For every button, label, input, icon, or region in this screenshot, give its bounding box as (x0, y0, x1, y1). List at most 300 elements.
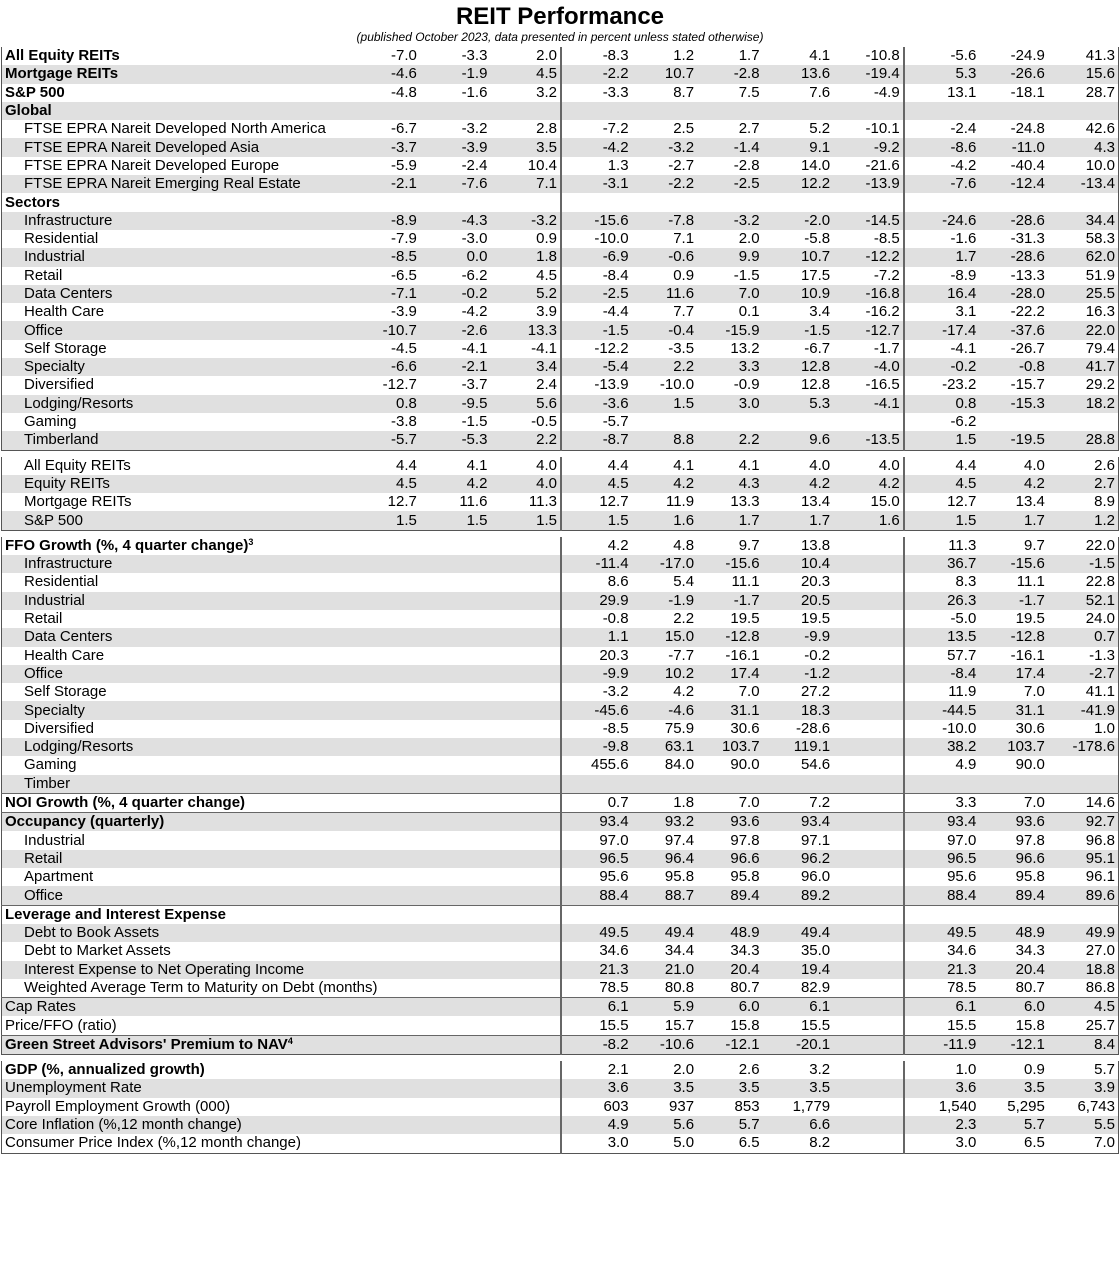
value-cell: 7.1 (673, 230, 695, 248)
empty-cell (349, 628, 420, 646)
value-cell: 27.0 (1085, 942, 1115, 960)
empty-cell (833, 610, 904, 628)
empty-cell (349, 868, 420, 886)
value-cell: -6.2 (461, 266, 488, 284)
value-cell: 11.3 (528, 493, 557, 511)
value-cell: -2.7 (668, 156, 695, 174)
value-cell: -1.2 (763, 665, 834, 683)
row-label-text: Payroll Employment Growth (000) (5, 1097, 231, 1115)
row-label-text: Leverage and Interest Expense (5, 905, 226, 923)
empty-cell (349, 756, 420, 774)
value-cell: 17.4 (697, 665, 763, 683)
row-label-text: Weighted Average Term to Maturity on Debt (months) (24, 978, 378, 996)
value-cell: 7.7 (673, 303, 695, 321)
value-cell: 93.2 (632, 813, 698, 832)
row-label (2, 230, 350, 248)
value-cell: 13.2 (730, 339, 760, 357)
value-cell: 4.5 (1048, 998, 1119, 1017)
value-cell: 25.5 (1048, 285, 1119, 303)
empty-cell (490, 628, 561, 646)
table-row (2, 457, 1119, 475)
empty-cell (833, 537, 904, 555)
value-cell: -23.2 (904, 376, 980, 394)
value-cell: 7.6 (809, 83, 831, 101)
row-label-text: Gaming (24, 413, 77, 431)
value-cell: 19.5 (1015, 610, 1045, 628)
value-cell: 82.9 (800, 978, 831, 996)
value-cell: 0.9 (673, 266, 695, 284)
table-row (2, 475, 1119, 493)
value-cell: -8.5 (349, 248, 420, 266)
value-cell: 12.8 (800, 376, 831, 394)
value-cell: 103.7 (697, 738, 763, 756)
row-label (2, 942, 350, 960)
value-cell: 88.7 (632, 886, 698, 905)
value-cell: -41.9 (1048, 701, 1119, 719)
value-cell: -15.6 (697, 555, 763, 573)
value-cell: -19.4 (833, 65, 904, 83)
row-label-text: All Equity REITs (24, 456, 131, 474)
value-cell: 13.6 (763, 65, 834, 83)
value-cell: 0.1 (738, 303, 760, 321)
value-cell: 1.5 (490, 511, 561, 530)
empty-cell (420, 998, 491, 1017)
value-cell: 1.7 (697, 511, 763, 530)
value-cell (490, 102, 561, 120)
empty-cell (833, 592, 904, 610)
empty-cell (420, 1061, 491, 1079)
row-label (2, 120, 350, 138)
value-cell: 10.0 (1085, 156, 1115, 174)
value-cell: 18.3 (763, 701, 834, 719)
empty-cell (420, 683, 491, 701)
value-cell: 1.5 (349, 511, 420, 530)
empty-cell (490, 647, 561, 665)
value-cell: 4.0 (1023, 456, 1045, 474)
value-cell: 103.7 (979, 738, 1048, 756)
value-cell: 5.5 (1048, 1116, 1119, 1134)
value-cell: 88.4 (904, 886, 980, 905)
value-cell: 54.6 (800, 756, 831, 774)
value-cell: -26.7 (1010, 339, 1045, 357)
value-cell: 15.8 (730, 1016, 760, 1034)
value-cell (763, 193, 834, 211)
value-cell: -16.2 (865, 303, 900, 321)
empty-cell (833, 1061, 904, 1079)
table-row (2, 775, 1119, 794)
value-cell: -12.1 (979, 1035, 1048, 1054)
value-cell: 13.3 (730, 493, 760, 511)
table-row (2, 413, 1119, 431)
value-cell: 10.7 (632, 65, 698, 83)
row-label-text: Office (24, 321, 63, 339)
row-label-text: Lodging/Resorts (24, 394, 134, 412)
empty-cell (833, 738, 904, 756)
value-cell: -9.9 (561, 665, 632, 683)
value-cell: 2.2 (490, 431, 561, 450)
table-row (2, 961, 1119, 979)
value-cell: 89.2 (763, 886, 834, 905)
page-subtitle: (published October 2023, data presented in percent unless stated otherwise) (356, 30, 764, 44)
value-cell: 97.1 (800, 831, 831, 849)
value-cell: 28.7 (1085, 83, 1115, 101)
value-cell: -3.2 (697, 212, 763, 230)
value-cell: 34.3 (1015, 942, 1045, 960)
table-row (2, 647, 1119, 665)
value-cell: 16.3 (1085, 303, 1115, 321)
value-cell: 1.6 (833, 511, 904, 530)
row-label (2, 1016, 350, 1035)
value-cell: -10.1 (865, 120, 900, 138)
value-cell: 36.7 (904, 555, 980, 573)
row-label (2, 647, 350, 665)
value-cell: -28.6 (795, 719, 831, 737)
value-cell: 95.6 (561, 868, 632, 886)
table-row (2, 868, 1119, 886)
value-cell: 1,779 (792, 1097, 831, 1115)
value-cell: -3.2 (632, 138, 698, 156)
value-cell (420, 102, 491, 120)
empty-cell (490, 1035, 561, 1054)
value-cell: 34.6 (561, 942, 632, 960)
value-cell: 57.7 (904, 647, 980, 665)
empty-cell (420, 831, 491, 849)
value-cell: 80.8 (664, 978, 695, 996)
value-cell: 4.1 (466, 456, 488, 474)
empty-cell (833, 1016, 904, 1035)
operational-performance-table (1, 537, 1119, 1055)
empty-cell (490, 886, 561, 905)
value-cell (561, 193, 632, 211)
row-label-text: Unemployment Rate (5, 1079, 142, 1097)
value-cell: 13.1 (904, 84, 980, 102)
value-cell: -3.9 (391, 303, 417, 321)
value-cell: 10.2 (632, 665, 698, 683)
table-row (2, 303, 1119, 321)
empty-cell (420, 793, 491, 812)
row-label (2, 511, 350, 530)
value-cell: 3.3 (697, 358, 763, 376)
row-label (2, 1035, 350, 1054)
empty-cell (420, 886, 491, 905)
value-cell: -4.1 (531, 339, 557, 357)
value-cell: -7.8 (632, 212, 698, 230)
value-cell: 0.7 (1048, 628, 1119, 646)
value-cell: 58.3 (1085, 230, 1115, 248)
value-cell: 9.6 (763, 431, 834, 450)
empty-cell (349, 924, 420, 942)
value-cell: 2.2 (673, 610, 695, 628)
value-cell: 455.6 (561, 756, 632, 774)
table-row (2, 340, 1119, 358)
row-label-text: FTSE EPRA Nareit Developed Asia (24, 138, 260, 156)
row-label (2, 431, 350, 450)
value-cell: 93.4 (561, 813, 632, 832)
value-cell: 5.7 (1094, 1061, 1115, 1079)
empty-cell (833, 1134, 904, 1153)
table-row (2, 431, 1119, 450)
row-label (2, 775, 350, 794)
value-cell: 89.4 (697, 886, 763, 905)
value-cell: 12.7 (561, 493, 632, 511)
table-row (2, 65, 1119, 83)
value-cell: 89.4 (979, 886, 1048, 905)
value-cell: -22.2 (1010, 303, 1045, 321)
value-cell: -5.3 (420, 431, 491, 450)
empty-cell (349, 961, 420, 979)
empty-cell (420, 720, 491, 738)
value-cell: 8.4 (1048, 1035, 1119, 1054)
empty-cell (420, 979, 491, 998)
value-cell: 6.1 (561, 998, 632, 1017)
row-label-text: Industrial (24, 591, 85, 609)
value-cell: 15.7 (664, 1016, 695, 1034)
row-label-text: Diversified (24, 719, 95, 737)
value-cell: 3.2 (809, 1061, 831, 1079)
empty-cell (833, 1098, 904, 1116)
value-cell: -16.8 (833, 285, 904, 303)
empty-cell (420, 850, 491, 868)
value-cell: 95.1 (1048, 850, 1119, 868)
value-cell (1048, 102, 1119, 120)
value-cell: -7.2 (873, 266, 900, 284)
value-cell: -3.7 (349, 138, 420, 156)
value-cell: 89.6 (1048, 886, 1119, 905)
value-cell: 4.5 (561, 475, 632, 493)
value-cell: 3.5 (490, 138, 561, 156)
value-cell: 4.2 (979, 475, 1048, 493)
value-cell: 11.6 (459, 493, 488, 511)
value-cell: 11.9 (904, 683, 980, 701)
value-cell: -9.2 (833, 138, 904, 156)
row-label-text: Self Storage (24, 339, 107, 357)
value-cell: -8.5 (561, 720, 632, 738)
value-cell (632, 775, 698, 794)
value-cell: 15.5 (904, 1016, 980, 1035)
value-cell: 3.6 (904, 1079, 980, 1097)
value-cell: -2.7 (1048, 665, 1119, 683)
value-cell: 2.2 (632, 358, 698, 376)
table-row (2, 905, 1119, 924)
row-label-text: Health Care (24, 646, 105, 664)
value-cell: 4.2 (561, 537, 632, 555)
row-label-text: Green Street Advisors' Premium to NAV (5, 1035, 288, 1053)
value-cell: -3.2 (561, 683, 632, 701)
empty-cell (490, 555, 561, 573)
value-cell: -2.6 (420, 321, 491, 339)
value-cell: 22.0 (1085, 536, 1115, 554)
empty-cell (833, 924, 904, 942)
value-cell: 49.4 (763, 924, 834, 942)
value-cell: -5.7 (349, 431, 420, 450)
value-cell: -7.1 (349, 285, 420, 303)
value-cell: -12.7 (833, 321, 904, 339)
value-cell: 8.3 (904, 573, 980, 591)
value-cell: 9.9 (697, 248, 763, 266)
row-label-text: Timberland (24, 431, 99, 449)
value-cell: -5.9 (391, 156, 417, 174)
value-cell (632, 193, 698, 211)
value-cell: 51.9 (1085, 266, 1115, 284)
row-label (2, 248, 350, 266)
empty-cell (420, 1134, 491, 1153)
table-row (2, 793, 1119, 812)
table-row (2, 683, 1119, 701)
value-cell: 11.1 (731, 573, 760, 591)
value-cell: 4.3 (697, 475, 763, 493)
empty-cell (833, 886, 904, 905)
value-cell: 1.5 (632, 395, 698, 413)
row-label-text: Office (24, 664, 63, 682)
row-label-text: Mortgage REITs (5, 65, 119, 83)
value-cell: 2.0 (536, 47, 557, 65)
empty-cell (833, 998, 904, 1017)
table-row (2, 720, 1119, 738)
value-cell: 2.1 (561, 1061, 632, 1079)
table-row (2, 1134, 1119, 1153)
empty-cell (833, 961, 904, 979)
value-cell: 6.5 (1023, 1134, 1045, 1152)
value-cell: 6.1 (904, 998, 980, 1017)
empty-cell (349, 720, 420, 738)
value-cell: -4.6 (632, 701, 698, 719)
value-cell (349, 193, 420, 211)
value-cell: 3.4 (490, 358, 561, 376)
row-label-text: Cap Rates (5, 998, 76, 1016)
value-cell: -178.6 (1048, 738, 1119, 756)
value-cell: 1.6 (632, 511, 698, 530)
value-cell: -7.7 (668, 646, 695, 664)
value-cell (697, 413, 763, 431)
value-cell: -2.4 (904, 120, 980, 138)
value-cell: -0.9 (733, 376, 760, 394)
value-cell: -4.8 (391, 83, 417, 101)
value-cell: 79.4 (1085, 339, 1115, 357)
value-cell: -15.6 (979, 555, 1048, 573)
value-cell: -2.5 (561, 285, 632, 303)
row-label-text: Health Care (24, 303, 105, 321)
value-cell: -0.4 (632, 321, 698, 339)
empty-cell (349, 1134, 420, 1153)
empty-cell (833, 756, 904, 774)
empty-cell (420, 1079, 491, 1097)
value-cell: -9.9 (763, 628, 834, 646)
row-label (2, 1116, 350, 1134)
table-row (2, 321, 1119, 339)
value-cell: 25.7 (1085, 1016, 1115, 1034)
value-cell: 3.5 (979, 1079, 1048, 1097)
value-cell: 96.0 (800, 868, 831, 886)
value-cell: 0.0 (420, 248, 491, 266)
empty-cell (833, 701, 904, 719)
value-cell: -4.2 (461, 303, 488, 321)
value-cell (904, 193, 980, 211)
value-cell: 96.5 (904, 850, 980, 868)
value-cell: 7.1 (490, 175, 561, 193)
value-cell: 1,540 (904, 1098, 980, 1116)
value-cell: 6.0 (979, 998, 1048, 1017)
row-label-text: Lodging/Resorts (24, 738, 134, 756)
value-cell: -12.7 (382, 376, 417, 394)
value-cell: 4.8 (673, 536, 695, 554)
value-cell: 4.9 (561, 1116, 632, 1134)
table-row (2, 138, 1119, 156)
row-label (2, 683, 350, 701)
value-cell: 96.5 (561, 850, 632, 868)
value-cell (632, 905, 698, 924)
value-cell: -16.1 (725, 646, 760, 664)
row-label-text: Core Inflation (%,12 month change) (5, 1116, 242, 1134)
value-cell: 3.1 (904, 303, 980, 321)
value-cell: -7.6 (904, 175, 980, 193)
table-row (2, 267, 1119, 285)
empty-cell (420, 573, 491, 591)
value-cell: 35.0 (800, 942, 831, 960)
row-label (2, 157, 350, 175)
value-cell: -4.2 (904, 157, 980, 175)
value-cell: 1.8 (490, 248, 561, 266)
row-label (2, 628, 350, 646)
value-cell: -8.7 (561, 431, 632, 450)
value-cell: -17.0 (632, 555, 698, 573)
value-cell: -8.3 (561, 47, 632, 65)
value-cell: -6.9 (561, 248, 632, 266)
empty-cell (833, 720, 904, 738)
table-row (2, 157, 1119, 175)
value-cell: -28.0 (979, 285, 1048, 303)
empty-cell (420, 1098, 491, 1116)
empty-cell (420, 868, 491, 886)
table-row (2, 628, 1119, 646)
empty-cell (490, 683, 561, 701)
value-cell: 0.7 (561, 793, 632, 812)
value-cell: 4.5 (904, 475, 980, 493)
empty-cell (420, 775, 491, 794)
value-cell: 2.0 (738, 230, 760, 248)
value-cell: -3.9 (420, 138, 491, 156)
value-cell: 41.3 (1085, 47, 1115, 65)
value-cell: 96.6 (979, 850, 1048, 868)
value-cell (979, 775, 1048, 794)
row-label-text: Data Centers (24, 285, 113, 302)
value-cell: 10.7 (763, 248, 834, 266)
table-row (2, 756, 1119, 774)
row-label (2, 413, 350, 431)
row-label (2, 1098, 350, 1116)
value-cell: 34.4 (664, 942, 695, 960)
empty-cell (833, 683, 904, 701)
value-cell: -18.1 (1010, 83, 1045, 101)
value-cell (904, 775, 980, 794)
value-cell: -4.3 (420, 212, 491, 230)
empty-cell (490, 537, 561, 555)
value-cell: -31.3 (1010, 230, 1045, 248)
value-cell: -44.5 (904, 701, 980, 719)
value-cell (904, 102, 980, 120)
value-cell: -1.4 (697, 138, 763, 156)
value-cell: 6.0 (697, 998, 763, 1017)
value-cell: -1.3 (1089, 646, 1115, 664)
value-cell: 78.5 (904, 979, 980, 998)
value-cell: -0.2 (804, 646, 831, 664)
empty-cell (420, 665, 491, 683)
value-cell: -6.2 (904, 413, 980, 431)
empty-cell (490, 813, 561, 832)
empty-cell (833, 1116, 904, 1134)
value-cell: 1.2 (1048, 511, 1119, 530)
empty-cell (833, 979, 904, 998)
table-row (2, 850, 1119, 868)
